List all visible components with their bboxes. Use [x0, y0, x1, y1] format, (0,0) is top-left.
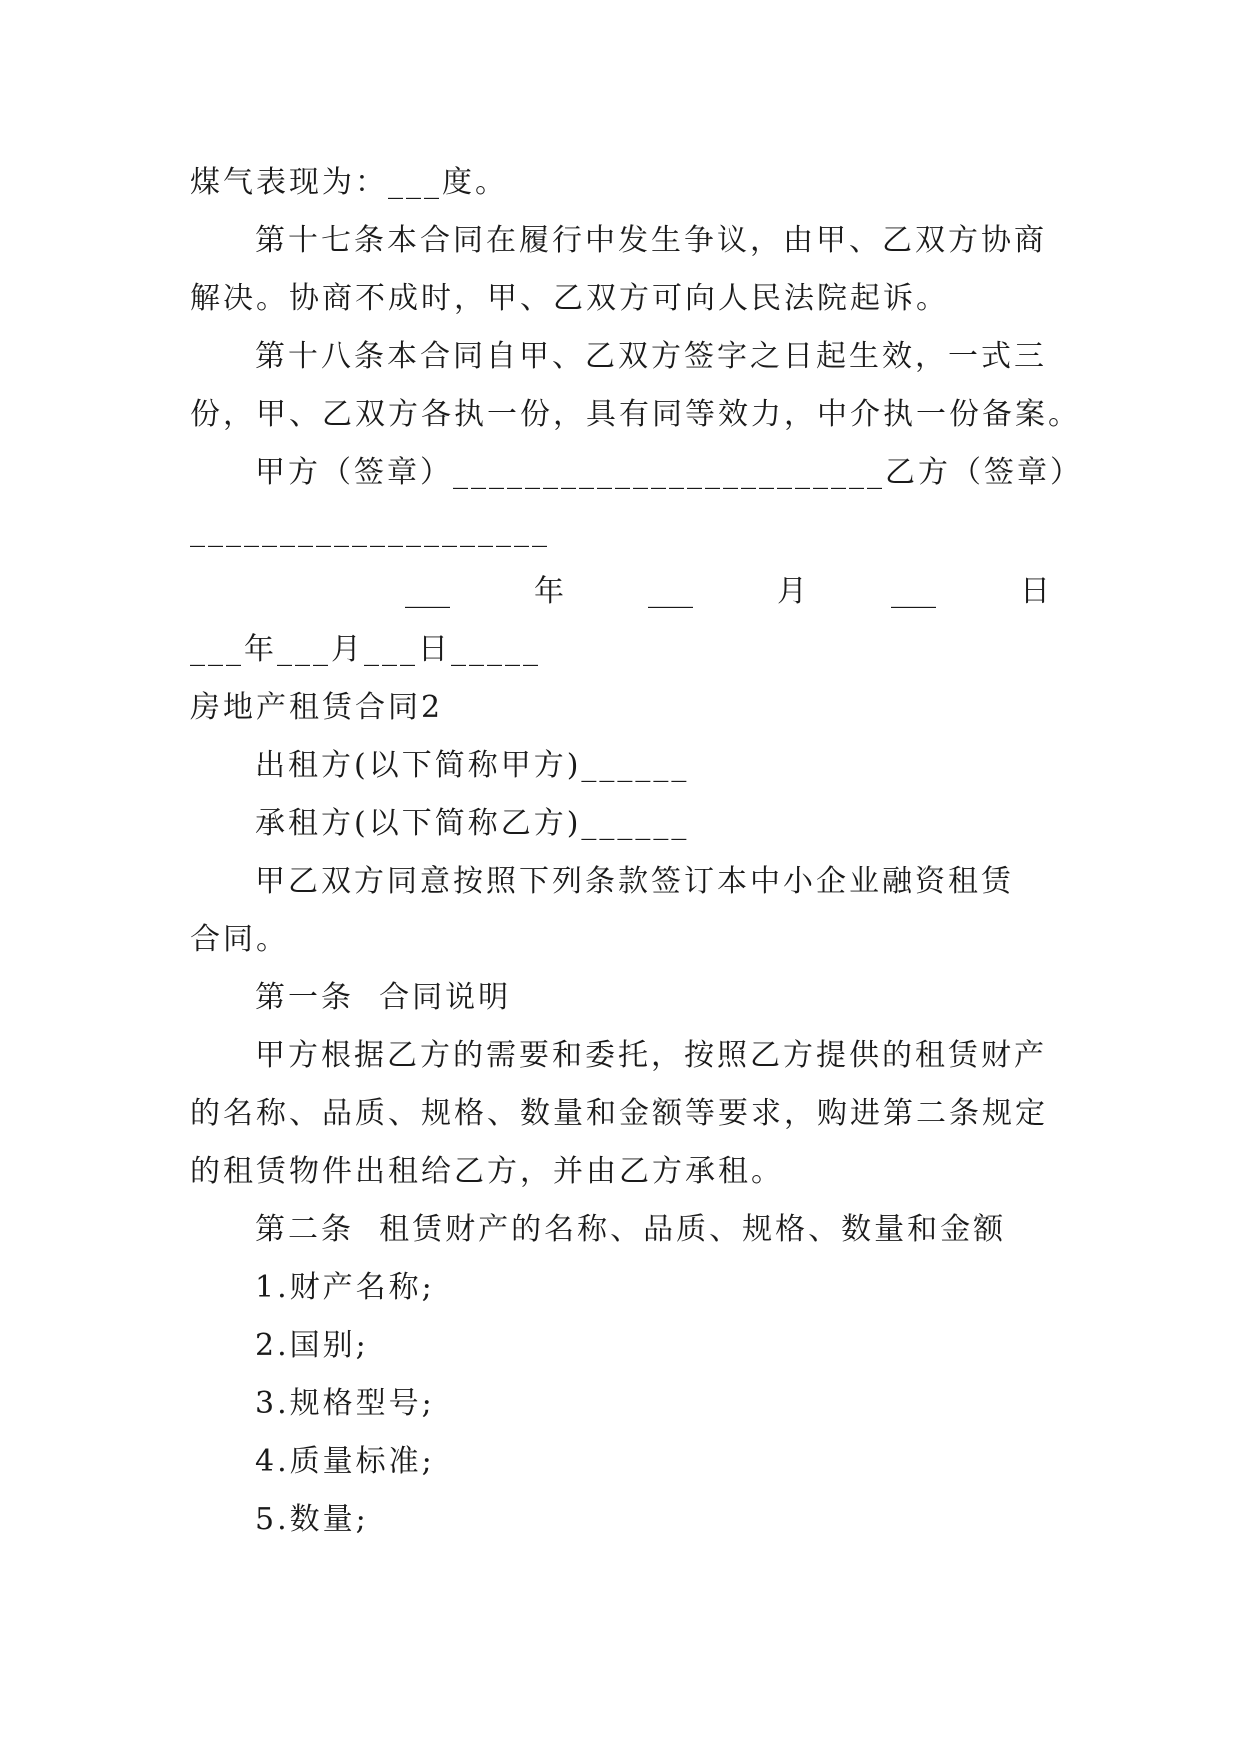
intro-line-1: 甲乙双方同意按照下列条款签订本中小企业融资租赁 — [255, 864, 1014, 899]
date-month-label: 月 — [777, 574, 807, 609]
list-item: 4.质量标准; — [255, 1444, 435, 1479]
date-day-blank: ___ — [891, 574, 936, 609]
date-day-label: 日 — [1020, 574, 1050, 609]
date-month-blank: ___ — [648, 574, 693, 609]
gas-meter-reading: 煤气表现为：___度。 — [190, 165, 508, 200]
signature-blank: ____________________ — [190, 513, 550, 548]
article-1-line-2: 的名称、品质、规格、数量和金额等要求，购进第二条规定 — [190, 1096, 1048, 1131]
date-row-compact: ___年___月___日_____ — [190, 632, 541, 667]
section-title: 房地产租赁合同2 — [190, 690, 444, 725]
clause-18-line-1: 第十八条本合同自甲、乙双方签字之日起生效，一式三 — [255, 339, 1047, 374]
clause-17-line-1: 第十七条本合同在履行中发生争议，由甲、乙双方协商 — [255, 223, 1047, 258]
intro-line-2: 合同。 — [190, 922, 289, 957]
date-year-label: 年 — [534, 574, 564, 609]
article-1-heading: 第一条 合同说明 — [255, 980, 512, 1015]
lessee-field: 承租方(以下简称乙方)______ — [255, 806, 690, 841]
date-row-spread — [405, 572, 1050, 612]
list-item: 3.规格型号; — [255, 1386, 435, 1421]
article-2-heading: 第二条 租赁财产的名称、品质、规格、数量和金额 — [255, 1212, 1007, 1247]
signature-line: 甲方（签章）________________________乙方（签章） — [255, 455, 1083, 490]
list-item: 2.国别; — [255, 1328, 369, 1363]
list-item: 5.数量; — [255, 1502, 369, 1537]
article-1-line-3: 的租赁物件出租给乙方，并由乙方承租。 — [190, 1154, 784, 1189]
clause-18-line-2: 份，甲、乙双方各执一份，具有同等效力，中介执一份备案。 — [190, 397, 1081, 432]
clause-17-line-2: 解决。协商不成时，甲、乙双方可向人民法院起诉。 — [190, 281, 949, 316]
article-1-line-1: 甲方根据乙方的需要和委托，按照乙方提供的租赁财产 — [255, 1038, 1047, 1073]
list-item: 1.财产名称; — [255, 1270, 435, 1305]
lessor-field: 出租方(以下简称甲方)______ — [255, 748, 690, 783]
date-year-blank: ___ — [405, 574, 450, 609]
